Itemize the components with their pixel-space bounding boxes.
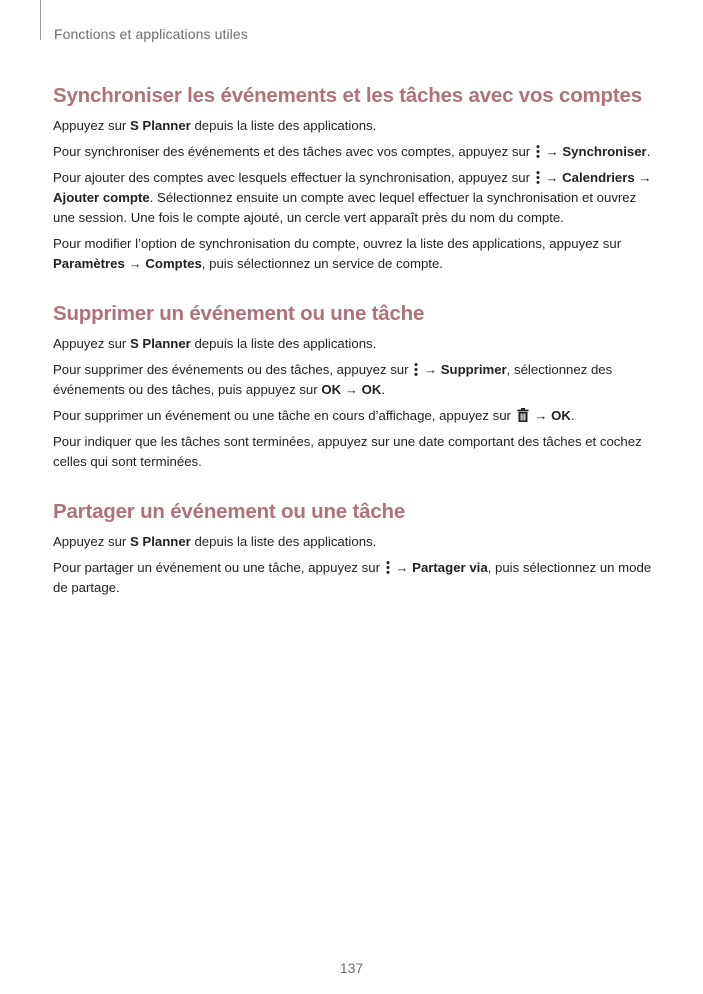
paragraph [53, 168, 653, 228]
text: Appuyez sur [53, 336, 130, 351]
menu-option: Calendriers [562, 170, 635, 185]
paragraph [53, 558, 653, 598]
running-head: Fonctions et applications utiles [54, 26, 248, 42]
text: , puis sélectionnez un service de compte. [201, 256, 443, 271]
header-rule [40, 0, 41, 40]
more-options-icon [536, 171, 540, 184]
text: Appuyez sur [53, 118, 130, 133]
app-name: S Planner [129, 336, 191, 351]
text: Pour modifier l’option de synchronisation du compte, ouvrez la liste des applications, appuyez sur [53, 236, 622, 251]
text: . [381, 382, 386, 397]
trash-icon [517, 408, 529, 422]
arrow: → [530, 408, 552, 423]
menu-option: Comptes [145, 256, 202, 271]
text: . [570, 408, 575, 423]
more-options-icon [536, 145, 540, 158]
text: Pour synchroniser des événements et des tâches avec vos comptes, appuyez sur [53, 144, 534, 159]
text: Pour indiquer que les tâches sont terminées, appuyez sur une date comportant des tâches et cochez celles qui sont terminées. [53, 434, 642, 469]
section-title: Partager un événement ou une tâche [53, 500, 406, 523]
app-name: S Planner [129, 534, 191, 549]
section-share [53, 498, 653, 598]
paragraph [53, 432, 653, 472]
more-options-icon [414, 363, 418, 376]
arrow: → [124, 256, 146, 271]
more-options-icon [386, 561, 390, 574]
app-name: S Planner [129, 118, 191, 133]
section-title: Synchroniser les événements et les tâches avec vos comptes [53, 84, 642, 107]
page-content [53, 82, 653, 624]
arrow: → [391, 560, 413, 575]
text: depuis la liste des applications. [190, 336, 377, 351]
menu-option: Ajouter compte [53, 190, 150, 205]
text: depuis la liste des applications. [190, 534, 377, 549]
text: , sélectionnez des événements ou des tâches, puis appuyez sur [53, 362, 613, 397]
section-sync [53, 82, 653, 274]
paragraph [53, 116, 653, 136]
section-delete [53, 300, 653, 472]
paragraph [53, 142, 653, 162]
page-number: 137 [339, 960, 364, 976]
arrow: → [420, 362, 441, 377]
text: Appuyez sur [53, 534, 130, 549]
paragraph [53, 532, 653, 552]
text: . Sélectionnez ensuite un compte avec lequel effectuer la synchronisation et ouvrez une session. Une fois le compte ajouté, un cercle vert apparaît près du nom du compte. [53, 190, 637, 225]
text: Pour partager un événement ou une tâche, appuyez sur [53, 560, 384, 575]
paragraph [53, 234, 653, 274]
text: depuis la liste des applications. [190, 118, 377, 133]
arrow: → [541, 144, 563, 159]
button-label: OK [361, 382, 382, 397]
menu-option: Paramètres [53, 256, 125, 271]
menu-option: Partager via [412, 560, 488, 575]
button-label: OK [321, 382, 342, 397]
paragraph [53, 334, 653, 354]
arrow: → [341, 382, 362, 397]
menu-option: Synchroniser [562, 144, 647, 159]
arrow: → [634, 170, 652, 185]
text: , puis sélectionnez un mode de partage. [53, 560, 652, 595]
arrow: → [541, 170, 563, 185]
text: Pour supprimer un événement ou une tâche en cours d’affichage, appuyez sur [53, 408, 515, 423]
text: . [646, 144, 651, 159]
paragraph [53, 406, 653, 426]
text: Pour supprimer des événements ou des tâches, appuyez sur [53, 362, 413, 377]
text: Pour ajouter des comptes avec lesquels effectuer la synchronisation, appuyez sur [53, 170, 534, 185]
paragraph [53, 360, 653, 400]
menu-option: Supprimer [440, 362, 507, 377]
button-label: OK [551, 408, 571, 423]
section-title: Supprimer un événement ou une tâche [53, 302, 425, 325]
